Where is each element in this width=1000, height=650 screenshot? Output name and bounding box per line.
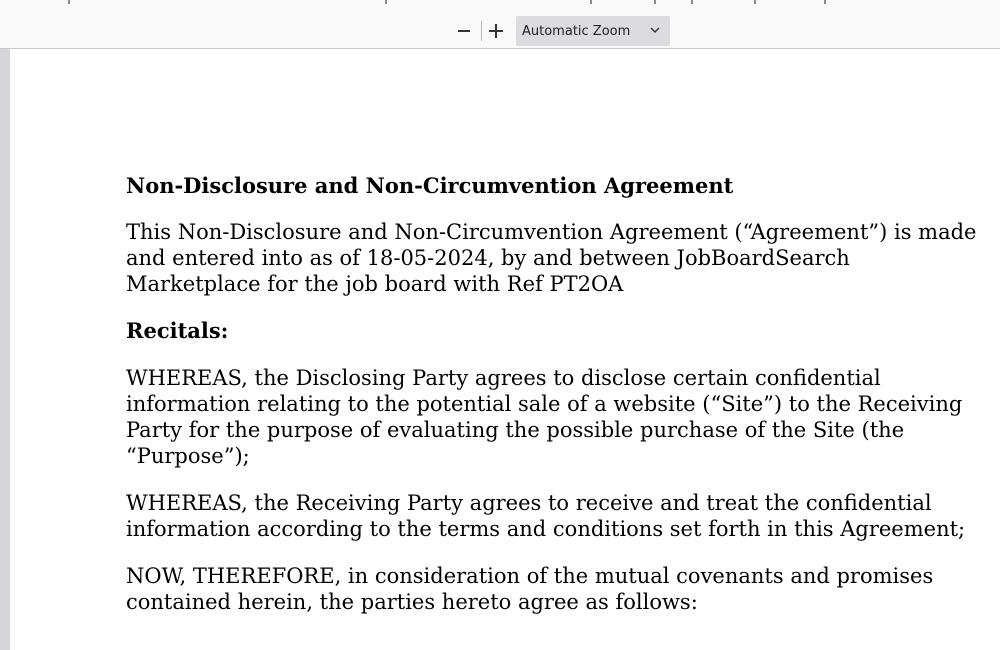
strip-mark <box>68 0 70 4</box>
document-content <box>126 173 986 636</box>
plus-icon <box>489 24 503 38</box>
zoom-level-label: Automatic Zoom <box>522 23 631 39</box>
zoom-level-select[interactable] <box>516 16 670 46</box>
toolbar-divider <box>481 21 482 41</box>
strip-mark <box>385 0 387 4</box>
strip-mark <box>691 0 693 4</box>
strip-mark <box>590 0 592 4</box>
zoom-out-button[interactable] <box>453 17 475 45</box>
now-therefore-paragraph: NOW, THEREFORE, in consideration of the mutual covenants and promises contained herein, the parties hereto agree as follows: <box>126 564 934 614</box>
pdf-viewer-toolbar <box>0 14 1000 49</box>
strip-mark <box>654 0 656 4</box>
zoom-in-button[interactable] <box>485 17 507 45</box>
whereas-paragraph-1: WHEREAS, the Disclosing Party agrees to disclose certain confidential information relating to the potential sale of a website (“Site”) to the Receiving Party for the purpose of evaluating the possible purchase of the Site (the “Purpose”); <box>126 366 963 468</box>
viewer-left-gutter <box>0 49 10 650</box>
strip-mark <box>824 0 826 4</box>
whereas-paragraph-2: WHEREAS, the Receiving Party agrees to receive and treat the confidential information according to the terms and conditions set forth in this Agreement; <box>126 491 966 541</box>
strip-mark <box>754 0 756 4</box>
minus-icon <box>458 30 470 32</box>
chevron-down-icon <box>650 25 660 35</box>
recitals-heading: Recitals: <box>126 318 229 343</box>
pdf-page <box>11 49 1000 650</box>
intro-paragraph: This Non-Disclosure and Non-Circumvention Agreement (“Agreement”) is made and entered into as of 18-05-2024, by and between JobBoardSearch Marketplace for the job board with Ref PT2OA <box>126 220 977 296</box>
document-title: Non-Disclosure and Non-Circumvention Agreement <box>126 173 734 198</box>
browser-top-strip <box>0 0 1000 14</box>
